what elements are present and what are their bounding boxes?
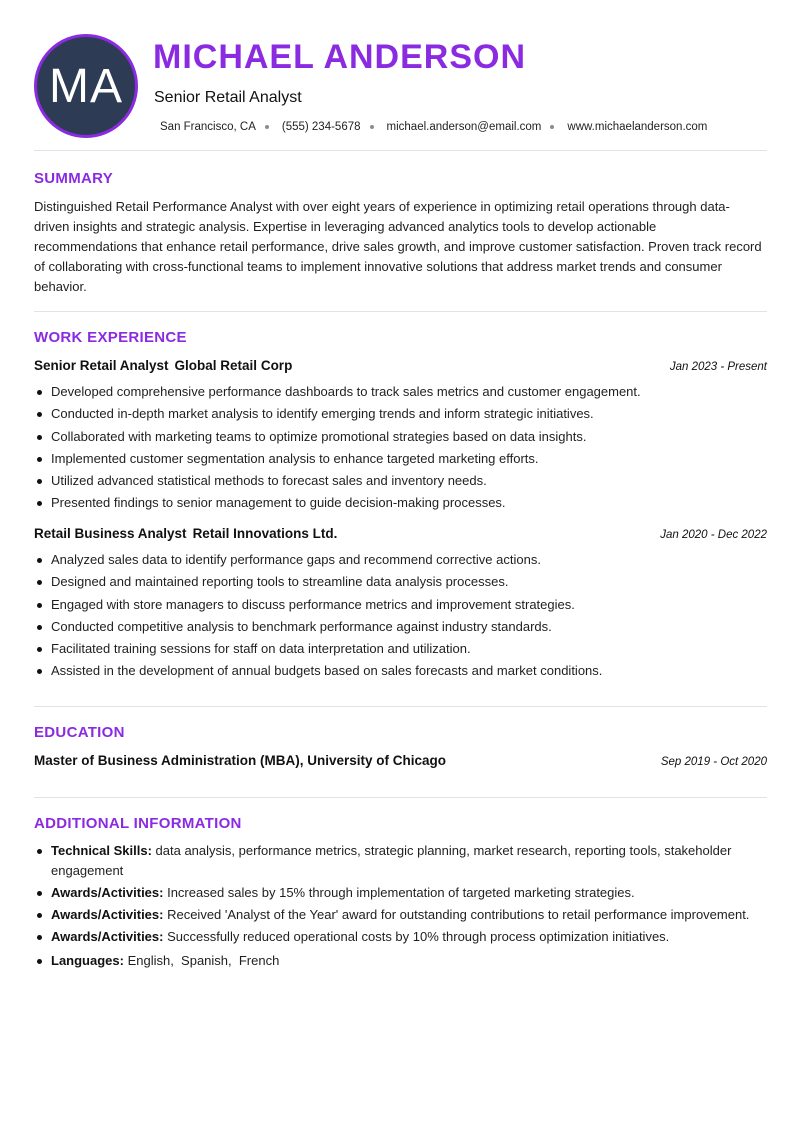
divider [34,706,767,707]
list-item: Presented findings to senior management to guide decision-making processes. [34,492,767,514]
list-item: Conducted competitive analysis to benchmark performance against industry standards. [34,616,767,638]
job-title-line [34,358,292,373]
job-header [34,526,767,541]
contact-line [160,121,707,133]
list-item: Designed and maintained reporting tools to streamline data analysis processes. [34,571,767,593]
list-item: Collaborated with marketing teams to optimize promotional strategies based on data insights. [34,426,767,448]
list-item: Conducted in-depth market analysis to identify emerging trends and inform strategic initiatives. [34,403,767,425]
list-item [34,927,767,947]
education-entry [34,753,767,768]
summary-text: Distinguished Retail Performance Analyst with over eight years of experience in optimizing retail operations through data-driven insights and strategic analysis. Expertise in leveraging advanced analytics tools to develop actionable recommendations that enhance retail performance, drive sales growth, and improve customer satisfaction. Proven track record of collaborating with cross-functional teams to implement innovative solutions that address market trends and consumer behavior. [34,199,762,294]
job-header [34,358,767,373]
list-item [34,841,767,880]
list-item: Implemented customer segmentation analysis to enhance targeted marketing efforts. [34,448,767,470]
separator-dot-icon [550,125,554,129]
candidate-name: MICHAEL ANDERSON [153,38,527,76]
list-item: Facilitated training sessions for staff on data interpretation and utilization. [34,638,767,660]
contact-phone: (555) 234-5678 [281,121,361,133]
job-company: Global Retail Corp [174,358,293,373]
candidate-title: Senior Retail Analyst [154,89,302,106]
info-label: Technical Skills: [51,843,152,858]
list-item: Analyzed sales data to identify performance gaps and recommend corrective actions. [34,549,767,571]
job-dates: Jan 2023 - Present [669,361,767,373]
separator-dot-icon [265,125,269,129]
contact-email[interactable]: michael.anderson@email.com [386,121,542,133]
info-label: Awards/Activities: [51,906,164,922]
education-dates: Sep 2019 - Oct 2020 [660,756,767,768]
work-experience-heading: WORK EXPERIENCE [34,329,187,346]
education-degree: Master of Business Administration (MBA), University of Chicago [34,753,447,768]
list-item: Assisted in the development of annual budgets based on sales forecasts and market conditions. [34,660,767,682]
info-label: Awards/Activities: [51,928,164,944]
education-heading: EDUCATION [34,724,125,741]
separator-dot-icon [370,125,374,129]
avatar [34,34,138,138]
job-role: Retail Business Analyst [34,526,187,541]
contact-website[interactable]: www.michaelanderson.com [567,121,708,133]
list-item [34,883,767,903]
info-text: data analysis, performance metrics, strategic planning, market research, reporting tools, stakeholder engagement [51,843,732,878]
contact-location: San Francisco, CA [160,121,256,133]
divider [34,797,767,798]
job-dates: Jan 2020 - Dec 2022 [660,529,767,541]
job-title-line [34,526,337,541]
list-item [34,951,767,971]
info-label: Awards/Activities: [51,884,164,900]
job-company: Retail Innovations Ltd. [192,526,338,541]
list-item [34,905,767,925]
info-text: Successfully reduced operational costs by 10% through process optimization initiatives. [163,928,670,944]
info-text: English, Spanish, French [123,953,280,968]
list-item: Developed comprehensive performance dashboards to track sales metrics and customer engagement. [34,381,767,403]
avatar-initials: MA [49,59,123,113]
divider [34,150,767,151]
job-bullets [34,549,767,683]
divider [34,311,767,312]
list-item: Utilized advanced statistical methods to forecast sales and inventory needs. [34,470,767,492]
job-bullets [34,381,767,515]
list-item: Engaged with store managers to discuss performance metrics and improvement strategies. [34,594,767,616]
info-text: Received 'Analyst of the Year' award for outstanding contributions to retail performance improvement. [163,906,750,922]
info-label: Languages: [51,953,124,968]
summary-heading: SUMMARY [34,170,114,187]
job-role: Senior Retail Analyst [34,358,169,373]
additional-info-heading: ADDITIONAL INFORMATION [34,815,242,832]
info-text: Increased sales by 15% through implementation of targeted marketing strategies. [163,884,635,900]
additional-info-list [34,841,767,973]
